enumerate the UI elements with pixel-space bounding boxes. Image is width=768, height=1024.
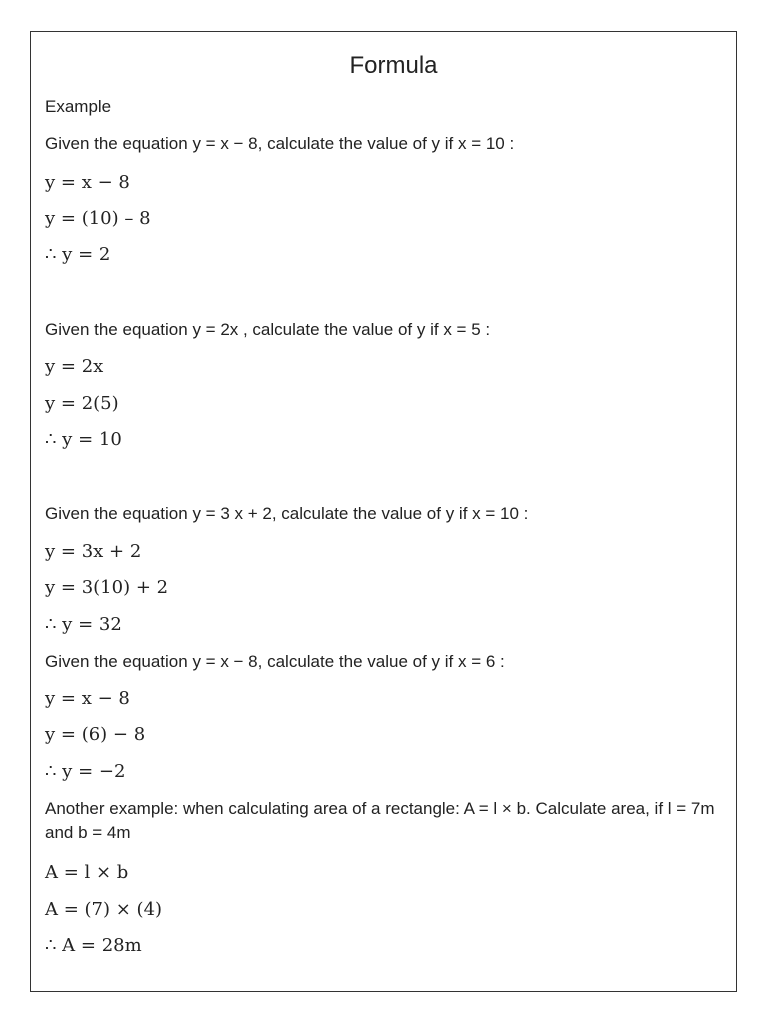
example1-step2: y = (10) – 8 bbox=[45, 208, 151, 229]
intro-label: Example bbox=[45, 97, 112, 116]
example4-question: Given the equation y = x − 8, calculate the value of y if x = 6 : bbox=[45, 652, 505, 671]
example3-step1: y = 3x + 2 bbox=[45, 541, 142, 562]
page-title: Formula bbox=[349, 52, 438, 79]
example2-answer: ∴ y = 10 bbox=[45, 429, 122, 450]
example5-answer: ∴ A = 28m bbox=[45, 935, 142, 956]
example3-answer: ∴ y = 32 bbox=[45, 614, 122, 635]
example3-question: Given the equation y = 3 x + 2, calculate the value of y if x = 10 : bbox=[45, 504, 529, 523]
example1-answer: ∴ y = 2 bbox=[45, 244, 111, 265]
example4-step2: y = (6) − 8 bbox=[45, 724, 146, 745]
example2-question: Given the equation y = 2x , calculate the value of y if x = 5 : bbox=[45, 320, 491, 339]
example1-question: Given the equation y = x − 8, calculate the value of y if x = 10 : bbox=[45, 134, 515, 153]
example4-step1: y = x − 8 bbox=[45, 688, 130, 709]
example4-answer: ∴ y = −2 bbox=[45, 761, 126, 782]
example2-step1: y = 2x bbox=[45, 356, 104, 377]
example3-step2: y = 3(10) + 2 bbox=[45, 577, 169, 598]
example5-step2: A = (7) × (4) bbox=[45, 899, 163, 920]
document-page bbox=[30, 31, 737, 992]
example5-question: Another example: when calculating area of a rectangle: A = l × b. Calculate area, if l = 7m and b = 4m bbox=[45, 799, 715, 842]
example2-step2: y = 2(5) bbox=[45, 393, 119, 414]
example5-step1: A = l × b bbox=[45, 862, 129, 883]
example1-step1: y = x − 8 bbox=[45, 172, 130, 193]
